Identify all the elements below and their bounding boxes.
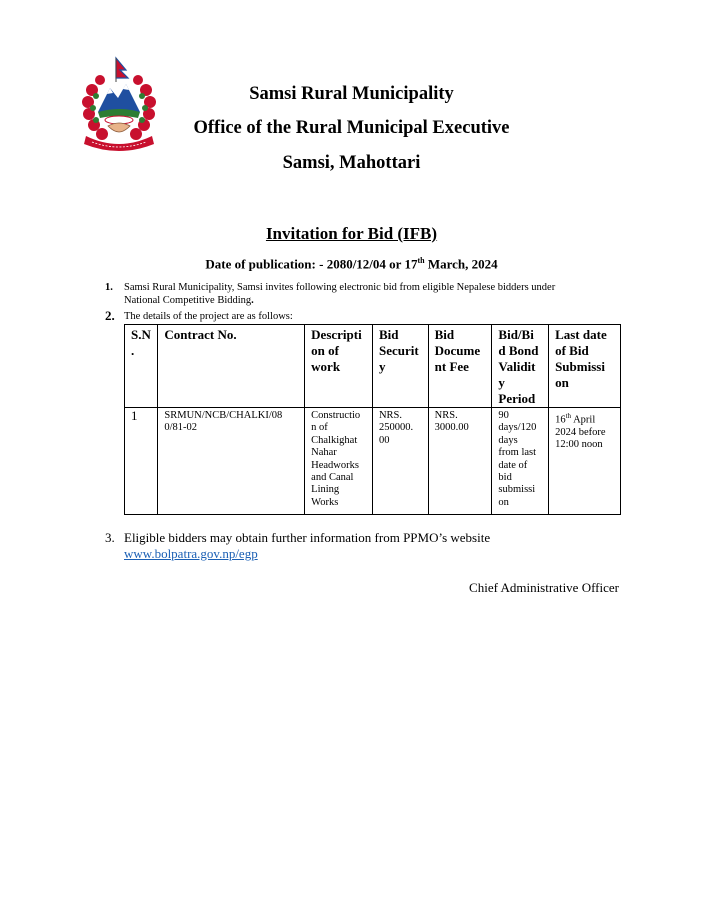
- publication-date-prefix: Date of publication: - 2080/12/04 or 17: [205, 256, 418, 272]
- header-bid-security: Bid Securit y: [372, 325, 428, 408]
- list-item-3-text: Eligible bidders may obtain further information from PPMO’s website: [124, 530, 491, 545]
- list-item-1-number: 1.: [105, 282, 113, 293]
- signature: Chief Administrative Officer: [469, 580, 619, 595]
- office-subtitle: Office of the Rural Municipal Executive: [193, 118, 510, 138]
- cell-bid-security: NRS. 250000. 00: [372, 408, 428, 515]
- cell-contract-no: SRMUN/NCB/CHALKI/08 0/81-02: [158, 408, 305, 515]
- header-contract-no: Contract No.: [158, 325, 305, 408]
- header-document-fee: Bid Docume nt Fee: [428, 325, 492, 408]
- cell-description: Constructio n of Chalkighat Nahar Headworks and Canal Lining Works: [305, 408, 373, 515]
- ppmo-website-link[interactable]: www.bolpatra.gov.np/egp: [124, 546, 258, 561]
- list-item-1-text: Samsi Rural Municipality, Samsi invites following electronic bid from eligible Nepalese bidders under: [124, 282, 556, 293]
- publication-date-sup: th: [417, 256, 425, 265]
- list-item-2: [105, 310, 625, 323]
- header-sn: S.N .: [125, 325, 158, 408]
- cell-document-fee: NRS. 3000.00: [428, 408, 492, 515]
- table-header-row: [125, 325, 621, 408]
- publication-date-suffix: March, 2024: [424, 256, 498, 272]
- list-item-1-text2: National Competitive Bidding: [124, 295, 252, 306]
- office-name: Samsi Rural Municipality: [249, 84, 454, 104]
- bid-details-table: [124, 324, 621, 515]
- list-item-3-number: 3.: [105, 530, 115, 545]
- cell-validity-period: 90 days/120 days from last date of bid submissi on: [492, 408, 549, 515]
- header-description: Descripti on of work: [305, 325, 373, 408]
- list-item-2-number: 2.: [105, 308, 115, 323]
- cell-last-date: 16th April 2024 before 12:00 noon: [549, 408, 621, 515]
- list-item-3: [105, 530, 490, 562]
- table-row: [125, 408, 621, 515]
- list-item-1-text2-end: .: [251, 295, 254, 306]
- header-last-date: Last date of Bid Submissi on: [549, 325, 621, 408]
- list-item-1: [105, 281, 625, 307]
- header-validity-period: Bid/Bi d Bond Validit y Period: [492, 325, 549, 408]
- office-location: Samsi, Mahottari: [282, 153, 421, 173]
- cell-sn: 1: [125, 408, 158, 515]
- nepal-government-emblem-icon: [78, 56, 160, 154]
- publication-date: [0, 256, 703, 272]
- list-item-2-text: The details of the project are as follows:: [124, 311, 293, 322]
- document-title: Invitation for Bid (IFB): [265, 224, 438, 243]
